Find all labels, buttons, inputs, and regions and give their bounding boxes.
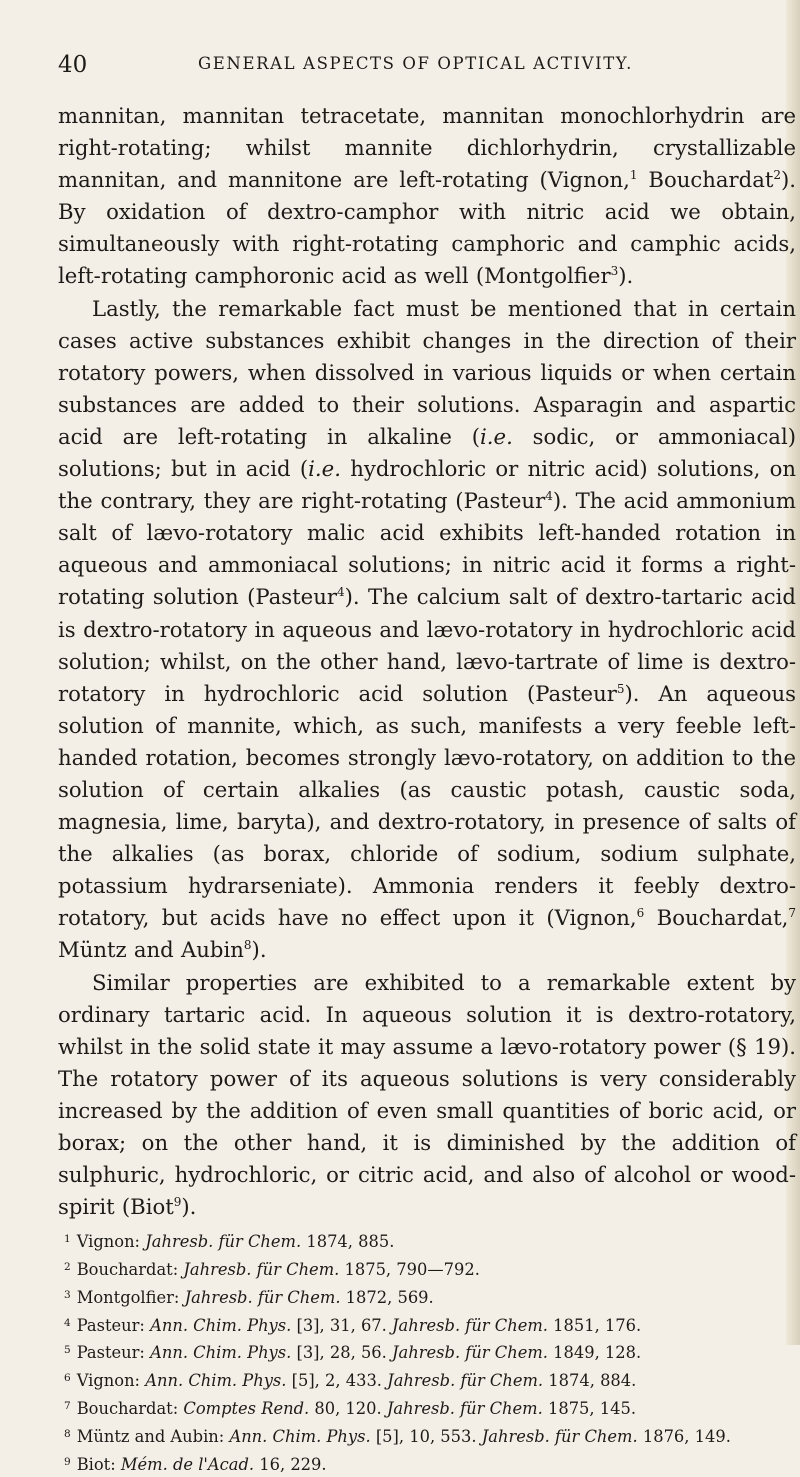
book-page: [58, 52, 796, 1477]
footnote-ref: 1: [629, 168, 638, 183]
footnote-ref: 4: [336, 585, 345, 600]
footnote-2: $^2$ Bouchardat: Jahresb. für Chem. 1875, 790—792.: [64, 1260, 480, 1280]
footnote-ref: 7: [788, 906, 796, 921]
footnote-6: $^6$ Vignon: Ann. Chim. Phys. [5], 2, 433. Jahresb. für Chem. 1874, 884.: [64, 1371, 637, 1391]
running-title: GENERAL ASPECTS OF OPTICAL ACTIVITY.: [198, 54, 634, 73]
body-text: [58, 100, 796, 1223]
paragraph-mannitan: mannitan, mannitan tetracetate, mannitan monochlorhydrin are right-rotating; whilst mannite dichlorhydrin, crystallizable mannitan, and mannitone are left-rotating (Vignon,$^1$ Bouchardat$^2$). By oxidation of dextro-camphor with nitric acid we obtain, simultaneously with right-rotating camphoric and camphic acids, left-rotating camphoronic acid as well (Montgolfier$^3$).: [58, 103, 797, 289]
paragraph-lastly: Lastly, the remarkable fact must be mentioned that in certain cases active substances exhibit changes in the direction of their rotatory powers, when dissolved in various liquids or when certain substances are added to their solutions. Asparagin and aspartic acid are left-rotating in alkaline (i.e. sodic, or ammoniacal) solutions; but in acid (i.e. hydrochloric or nitric acid) solutions, on the contrary, they are right-rotating (Pasteur$^4$). The acid ammonium salt of lævo-rotatory malic acid exhibits left-handed rotation in aqueous and ammoniacal solutions; in nitric acid it forms a right-rotating solution (Pasteur$^4$). The calcium salt of dextro-tartaric acid is dextro-rotatory in aqueous and lævo-rotatory in hydrochloric acid solution; whilst, on the other hand, lævo-tartrate of lime is dextro-rotatory in hydrochloric acid solution (Pasteur$^5$). An aqueous solution of mannite, which, as such, manifests a very feeble left-handed rotation, becomes strongly lævo-rotatory, on addition to the solution of certain alkalies (as caustic potash, caustic soda, magnesia, lime, baryta), and dextro-rotatory, in presence of salts of the alkalies (as borax, chloride of sodium, sodium sulphate, potassium hydrarseniate). Ammonia renders it feebly dextro-rotatory, but acids have no effect upon it (Vignon,$^6$ Bouchardat,$^7$ Müntz and Aubin$^8$).: [58, 295, 796, 963]
footnote-7: $^7$ Bouchardat: Comptes Rend. 80, 120. Jahresb. für Chem. 1875, 145.: [64, 1399, 637, 1419]
page-number: 40: [58, 52, 88, 78]
page-header: [58, 52, 796, 82]
footnote-3: $^3$ Montgolfier: Jahresb. für Chem. 1872, 569.: [64, 1287, 434, 1307]
footnote-9: $^9$ Biot: Mém. de l'Acad. 16, 229.: [64, 1454, 327, 1474]
footnote-ref: 2: [773, 168, 781, 183]
footnotes: [58, 1227, 796, 1477]
footnote-ref: 4: [545, 489, 553, 504]
italic-ie: i.e.: [480, 423, 513, 449]
italic-ie: i.e.: [308, 456, 341, 482]
footnote-1: $^1$ Vignon: Jahresb. für Chem. 1874, 885.: [64, 1232, 395, 1252]
footnote-ref: 6: [636, 906, 645, 921]
footnote-8: $^8$ Müntz and Aubin: Ann. Chim. Phys. [5], 10, 553. Jahresb. für Chem. 1876, 149.: [64, 1426, 731, 1446]
footnote-5: $^5$ Pasteur: Ann. Chim. Phys. [3], 28, 56. Jahresb. für Chem. 1849, 128.: [64, 1343, 642, 1363]
footnote-ref: 3: [610, 264, 619, 279]
footnote-ref: 5: [616, 681, 625, 696]
footnote-4: $^4$ Pasteur: Ann. Chim. Phys. [3], 31, 67. Jahresb. für Chem. 1851, 176.: [64, 1315, 642, 1335]
footnote-ref: 9: [173, 1195, 182, 1210]
paragraph-similar: Similar properties are exhibited to a remarkable extent by ordinary tartaric acid. In aqueous solution it is dextro-rotatory, whilst in the solid state it may assume a lævo-rotatory power (§ 19). The rotatory power of its aqueous solutions is very considerably increased by the addition of even small quantities of boric acid, or borax; on the other hand, it is diminished by the addition of sulphuric, hydrochloric, or citric acid, and also of alcohol or wood-spirit (Biot$^9$).: [58, 969, 796, 1220]
footnote-ref: 8: [243, 938, 252, 953]
